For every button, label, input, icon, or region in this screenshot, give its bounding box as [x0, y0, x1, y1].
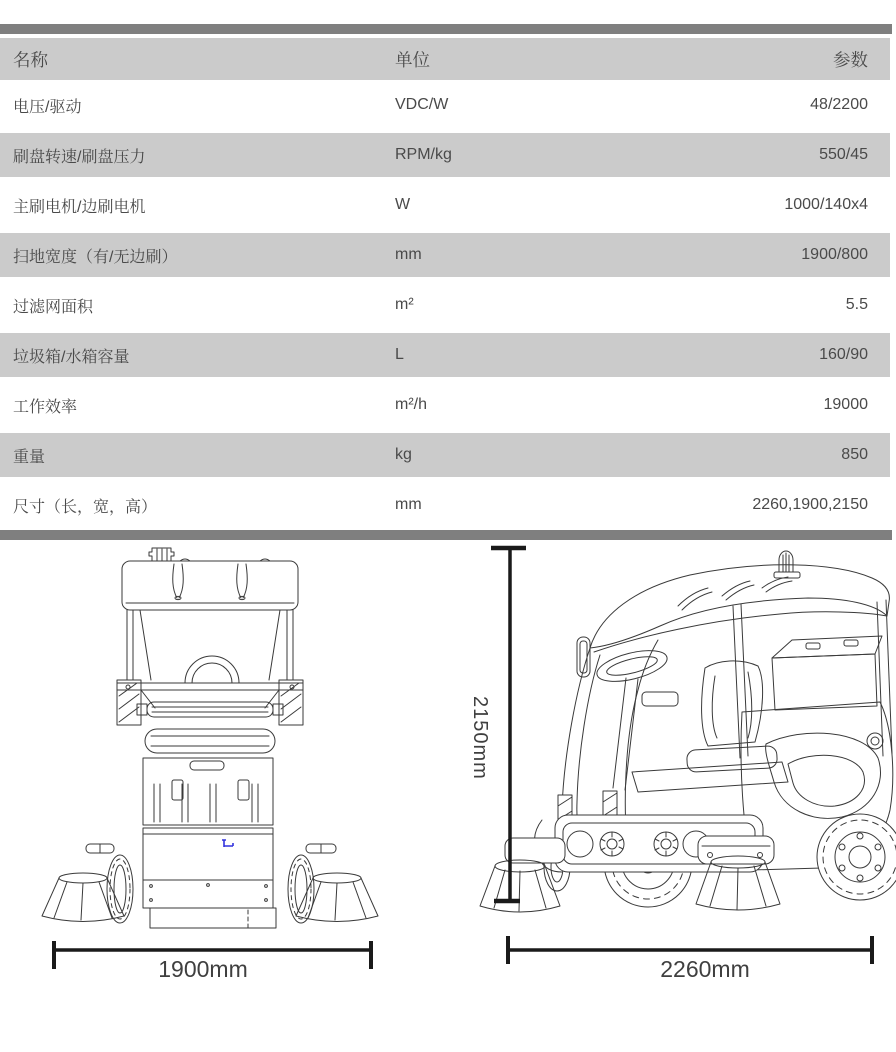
row-name: 过滤网面积	[13, 298, 94, 316]
row-name: 电压/驱动	[13, 98, 82, 116]
row-value: 550/45	[819, 146, 868, 163]
machine-height-label: 2150mm	[469, 696, 491, 780]
header-value: 参数	[833, 49, 868, 70]
row-name: 尺寸（长，宽，高）	[13, 498, 158, 516]
row-unit: kg	[395, 446, 412, 463]
top-divider-bar	[0, 24, 892, 34]
row-unit: mm	[395, 496, 422, 513]
spec-row-efficiency	[0, 380, 890, 430]
row-value: 1900/800	[801, 246, 868, 263]
row-unit: mm	[395, 246, 422, 263]
perspective-view-drawing	[450, 540, 896, 990]
row-name: 垃圾箱/水箱容量	[13, 348, 130, 366]
row-name: 重量	[13, 448, 46, 466]
row-name: 主刷电机/边刷电机	[13, 198, 146, 216]
row-name: 刷盘转速/刷盘压力	[13, 148, 146, 166]
row-unit: m²	[395, 296, 414, 313]
spec-row-sweep-width	[0, 230, 890, 280]
header-unit: 单位	[395, 49, 430, 70]
spec-row-voltage	[0, 80, 890, 130]
front-width-label: 1900mm	[158, 956, 248, 982]
cad-marker	[222, 840, 233, 847]
bottom-divider-bar	[0, 530, 892, 540]
row-value: 5.5	[845, 296, 868, 313]
row-value: 850	[841, 446, 868, 463]
row-value: 19000	[823, 396, 868, 413]
row-name: 扫地宽度（有/无边刷）	[13, 248, 178, 266]
machine-length-label: 2260mm	[660, 956, 750, 982]
row-value: 48/2200	[810, 96, 868, 113]
row-value: 160/90	[819, 346, 868, 363]
spec-row-brush-speed	[0, 130, 890, 180]
row-unit: VDC/W	[395, 96, 449, 113]
header-name: 名称	[13, 49, 48, 70]
row-value: 2260,1900,2150	[752, 496, 868, 513]
row-unit: W	[395, 196, 411, 213]
spec-row-motor	[0, 180, 890, 230]
spec-table	[0, 38, 890, 530]
spec-row-filter-area	[0, 280, 890, 330]
front-view-drawing	[30, 544, 380, 989]
spec-row-bin-capacity	[0, 330, 890, 380]
row-unit: RPM/kg	[395, 146, 452, 163]
spec-table-header	[0, 38, 890, 80]
row-unit: L	[395, 346, 404, 363]
row-unit: m²/h	[395, 396, 427, 413]
row-value: 1000/140x4	[784, 196, 868, 213]
spec-row-dimensions	[0, 480, 890, 530]
spec-row-weight	[0, 430, 890, 480]
row-name: 工作效率	[13, 398, 78, 416]
